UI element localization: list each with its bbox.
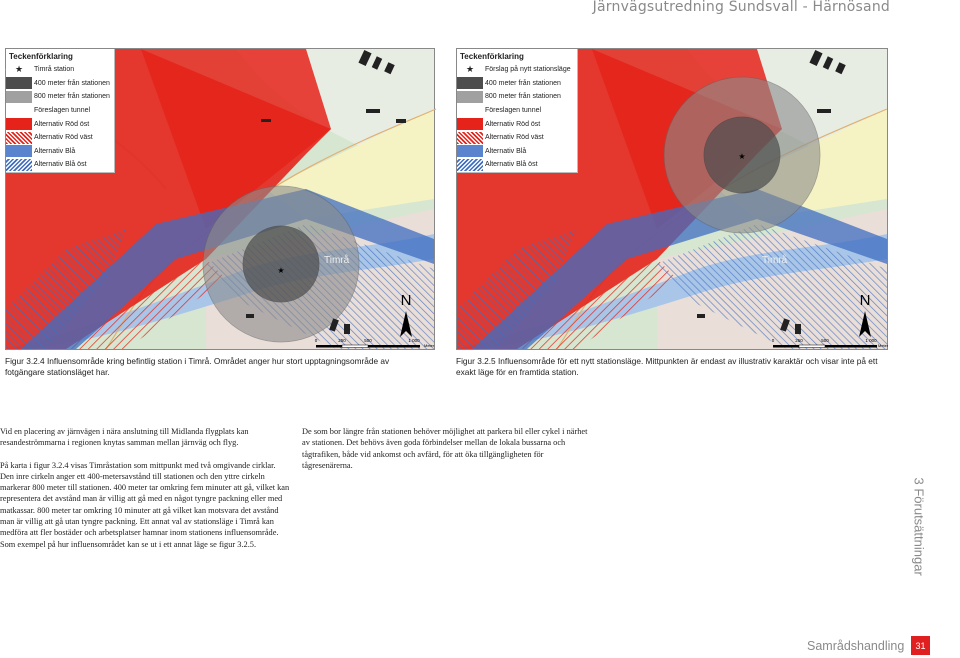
scale-tick-1000: 1 000 bbox=[865, 338, 877, 343]
legend-item: ★ Timrå station bbox=[6, 63, 114, 77]
scale-tick-500: 500 bbox=[821, 338, 829, 343]
scale-unit: Meter bbox=[424, 343, 435, 348]
legend-swatch-tunnel bbox=[457, 105, 483, 117]
legend-swatch-800m bbox=[6, 91, 32, 103]
scale-tick-0: 0 bbox=[314, 338, 318, 343]
north-arrow-label: N bbox=[400, 292, 412, 309]
map-left-place-label: Timrå bbox=[324, 255, 350, 266]
legend-swatch-400m bbox=[457, 77, 483, 89]
legend-item: Alternativ Blå öst bbox=[6, 158, 114, 172]
map-right bbox=[456, 48, 888, 350]
legend-item: ★ Förslag på nytt stationsläge bbox=[457, 63, 577, 77]
body-paragraph: De som bor längre från stationen behöver möjlighet att parkera bil eller cykel i närhet av stationen. Det behövs även goda förbindelser mellan de lokala bussarna och tågtrafiken, både vid ankomst och avfärd, för att öka tillgängligheten för tågresenärerna. bbox=[302, 427, 588, 470]
legend-item: Alternativ Röd väst bbox=[457, 131, 577, 145]
legend-item: Alternativ Röd öst bbox=[6, 117, 114, 131]
section-label: 3 Förutsättningar bbox=[911, 477, 927, 576]
map-left bbox=[5, 48, 435, 350]
body-paragraph: På karta i figur 3.2.4 visas Timråstation som mittpunkt med två omgivande cirklar. Den inre cirkeln anger ett 400-metersavstånd till stationen och den yttre cirkeln markerar 800 meter till stationen. 400 meter tar omkring fem minuter att gå, vilket kan representera det avstånd man är villig att gå med en något tyngre packning eller med matkassar. 800 meter tar omkring 10 minuter att gå vilket kan motsvara det avstånd man är villig att gå utan tyngre packning. Ett annat val av stationsläge i Timrå kan medföra att fler bostäder och arbetsplatser hamnar inom stationens influensområde. Som exempel på hur influensområdet kan se ut i ett annat läge se figur 3.2.5. bbox=[0, 460, 290, 549]
scale-tick-250: 250 bbox=[338, 338, 346, 343]
legend-swatch-blue bbox=[6, 145, 32, 157]
legend-swatch-800m bbox=[457, 91, 483, 103]
legend-item: 800 meter från stationen bbox=[6, 90, 114, 104]
figure-caption-left: Figur 3.2.4 Influensområde kring befintlig station i Timrå. Området anger hur stort upptagningsområde av fotgängare stationsläget har. bbox=[5, 356, 390, 377]
legend-item: Alternativ Röd väst bbox=[6, 131, 114, 145]
legend-item: Föreslagen tunnel bbox=[6, 104, 114, 118]
star-icon: ★ bbox=[465, 64, 475, 75]
legend-item: Föreslagen tunnel bbox=[457, 104, 577, 118]
page-header-title: Järnvägsutredning Sundsvall - Härnösand bbox=[592, 0, 890, 15]
figure-caption-right: Figur 3.2.5 Influensområde för ett nytt stationsläge. Mittpunkten är endast av illustrativ karaktär och visar inte på ett exakt läge för en framtida station. bbox=[456, 356, 878, 377]
legend-item: Alternativ Röd öst bbox=[457, 117, 577, 131]
legend-swatch-400m bbox=[6, 77, 32, 89]
legend-title: Teckenförklaring bbox=[9, 52, 73, 61]
scale-tick-1000: 1 000 bbox=[408, 338, 420, 343]
legend-item: 800 meter från stationen bbox=[457, 90, 577, 104]
legend-item: 400 meter från stationen bbox=[6, 77, 114, 91]
legend-swatch-red-west bbox=[6, 132, 32, 144]
legend-item: 400 meter från stationen bbox=[457, 77, 577, 91]
legend-swatch-blue bbox=[457, 145, 483, 157]
map-right-legend bbox=[457, 49, 578, 173]
footer-label: Samrådshandling bbox=[807, 639, 905, 653]
scale-tick-250: 250 bbox=[795, 338, 803, 343]
body-paragraph: Vid en placering av järnvägen i nära anslutning till Midlanda flygplats kan resandeströmmarna i regionen knytas samman mellan järnväg och flyg. bbox=[0, 427, 249, 448]
legend-item: Alternativ Blå bbox=[6, 145, 114, 159]
legend-title: Teckenförklaring bbox=[460, 52, 524, 61]
map-right-place-label: Timrå bbox=[762, 255, 788, 266]
scale-tick-0: 0 bbox=[771, 338, 775, 343]
legend-swatch-tunnel bbox=[6, 105, 32, 117]
scale-tick-500: 500 bbox=[364, 338, 372, 343]
section-tab bbox=[909, 477, 931, 600]
legend-swatch-red-east bbox=[457, 118, 483, 130]
page-number: 31 bbox=[911, 636, 930, 655]
legend-swatch-red-west bbox=[457, 132, 483, 144]
legend-swatch-red-east bbox=[6, 118, 32, 130]
legend-swatch-blue-east bbox=[6, 159, 32, 171]
legend-item: Alternativ Blå öst bbox=[457, 158, 577, 172]
legend-swatch-blue-east bbox=[457, 159, 483, 171]
north-arrow-label: N bbox=[859, 292, 871, 309]
star-icon: ★ bbox=[14, 64, 24, 75]
scale-unit: Meter bbox=[878, 343, 889, 348]
body-column-left bbox=[0, 426, 290, 561]
map-left-legend bbox=[6, 49, 115, 173]
station-star-icon: ★ bbox=[277, 266, 285, 275]
body-column-right bbox=[302, 426, 592, 482]
legend-item: Alternativ Blå bbox=[457, 145, 577, 159]
proposed-station-star-icon: ★ bbox=[738, 152, 746, 161]
